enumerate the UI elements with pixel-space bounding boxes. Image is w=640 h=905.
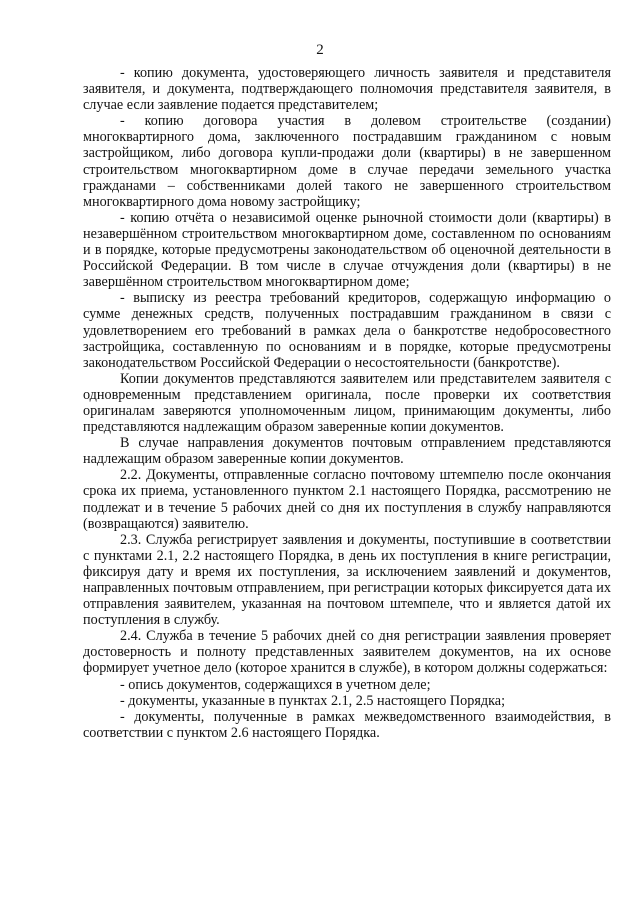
page-number: 2	[316, 42, 324, 58]
paragraph-valuation-report: - копию отчёта о независимой оценке рыночной стоимости доли (квартиры) в незавершённом строительством многоквартирном доме, составленном по основаниям и в порядке, которые предусмотрены законодательством об оценочной деятельности в Российской Федерации. В том числе в случае отчуждения доли (квартиры) в не завершённом строительством многоквартирном доме;	[83, 209, 611, 291]
paragraph-2-3: 2.3. Служба регистрирует заявления и документы, поступившие в соответствии с пунктами 2.1, 2.2 настоящего Порядка, в день их поступления в книге регистрации, фиксируя дату и время их поступления, за исключением заявлений и документов, направленных почтовым отправлением, при регистрации которых фиксируется дата их отправления заявителем, указанная на почтовом штемпеле, что и является датой их поступления в службу.	[83, 531, 611, 629]
paragraph-share-contract: - копию договора участия в долевом строительстве (создании) многоквартирного дома, заключенного пострадавшим гражданином с новым застройщиком, либо договора купли-продажи доли (квартиры) в не завершенном строительством многоквартирном доме в случае передачи земельного участка гражданами – собственниками долей такого не завершенного строительством многоквартирного дома новому застройщику;	[83, 113, 611, 210]
list-item-interagency: - документы, полученные в рамках межведомственного взаимодействия, в соответствии с пунктом 2.6 настоящего Порядка.	[83, 708, 611, 741]
list-item-inventory: - опись документов, содержащихся в учетном деле;	[120, 676, 431, 693]
list-item-documents: - документы, указанные в пунктах 2.1, 2.5 настоящего Порядка;	[120, 692, 506, 709]
paragraph-copies: Копии документов представляются заявителем или представителем заявителя с одновременным представлением оригинала, после проверки их соответствия оригиналам заверяются уполномоченным лицом, принимающим документы, либо представляются надлежащим образом заверенные копии документов.	[83, 370, 611, 436]
paragraph-identity-docs: - копию документа, удостоверяющего личность заявителя и представителя заявителя, и документа, подтверждающего полномочия представителя заявителя, в случае если заявление подается представителем;	[83, 65, 611, 114]
document-body	[83, 65, 611, 741]
paragraph-postal-copies: В случае направления документов почтовым отправлением представляются надлежащим образом заверенные копии документов.	[83, 435, 611, 468]
paragraph-2-2: 2.2. Документы, отправленные согласно почтовому штемпелю после окончания срока их приема, установленного пунктом 2.1 настоящего Порядка, рассмотрению не подлежат и в течение 5 рабочих дней со дня их поступления в службу направляются (возвращаются) заявителю.	[83, 467, 611, 532]
paragraph-2-4: 2.4. Служба в течение 5 рабочих дней со дня регистрации заявления проверяет достоверность и полноту представленных заявителем документов, на их основе формирует учетное дело (которое хранится в службе), в котором должны содержаться:	[83, 628, 611, 677]
paragraph-creditor-register: - выписку из реестра требований кредиторов, содержащую информацию о сумме денежных средств, полученных пострадавшим гражданином в связи с удовлетворением его требований в рамках дела о банкротстве недобросовестного застройщика, составленную по основаниям и в порядке, которые предусмотрены законодательством Российской Федерации о несостоятельности (банкротстве).	[83, 290, 611, 371]
